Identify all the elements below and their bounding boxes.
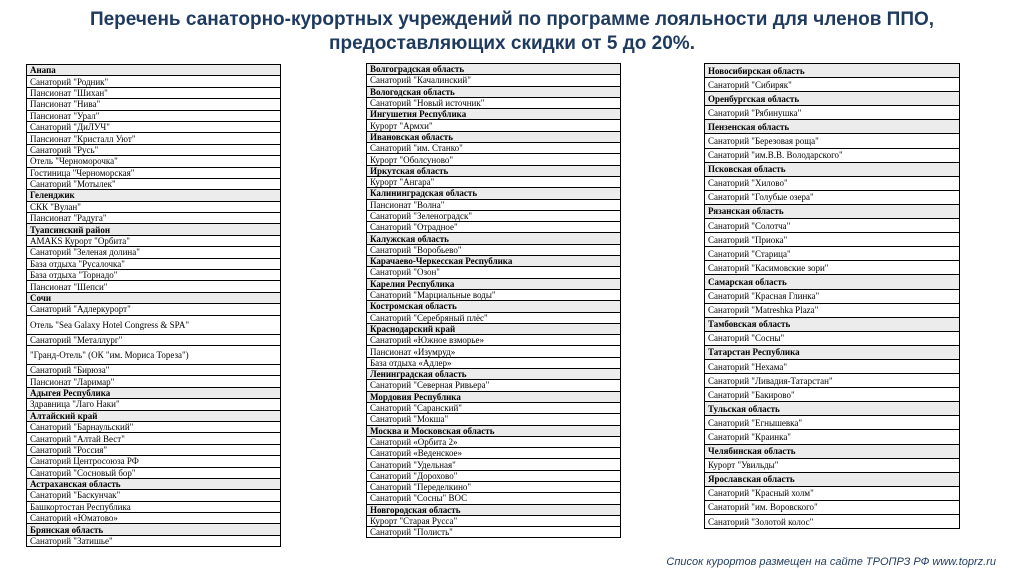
region-name: Рязанская область	[705, 204, 960, 218]
resort-row	[367, 143, 621, 154]
resort-row	[367, 357, 621, 368]
resort-row	[367, 448, 621, 459]
region-name: Калининградская область	[367, 188, 621, 199]
resort-name: AMAKS Курорт "Орбита"	[27, 235, 281, 246]
resort-name: Санаторий "Касимовские зори"	[705, 261, 960, 275]
region-header-row	[367, 278, 621, 289]
region-name: Геленджик	[27, 190, 281, 201]
region-header-row	[367, 86, 621, 97]
resort-row	[367, 346, 621, 357]
resort-row	[367, 402, 621, 413]
resort-name: Санаторий "Воробьево"	[367, 244, 621, 255]
resort-row	[27, 121, 281, 132]
resort-row	[705, 78, 960, 92]
resort-table-column-3	[704, 63, 960, 529]
resort-row	[367, 75, 621, 86]
resort-row	[27, 421, 281, 432]
resort-name: Санаторий "Красная Глинка"	[705, 289, 960, 303]
resort-row	[367, 120, 621, 131]
resort-row	[367, 414, 621, 425]
resort-row	[27, 99, 281, 110]
resort-row	[367, 199, 621, 210]
resort-row	[705, 176, 960, 190]
region-header-row	[367, 301, 621, 312]
region-header-row	[705, 345, 960, 359]
region-header-row	[367, 188, 621, 199]
resort-name: Санаторий "Озон"	[367, 267, 621, 278]
resort-name: Санаторий "Новый источник"	[367, 97, 621, 108]
resort-row	[705, 148, 960, 162]
resort-row	[705, 261, 960, 275]
resort-row	[27, 444, 281, 455]
region-name: Карелия Республика	[367, 278, 621, 289]
region-header-row	[705, 402, 960, 416]
resort-name: Курорт "Старая Русса"	[367, 515, 621, 526]
resort-row	[367, 97, 621, 108]
resort-row	[27, 213, 281, 224]
region-header-row	[367, 131, 621, 142]
region-name: Волгоградская область	[367, 64, 621, 75]
resort-name: Санаторий "Адлеркурорт"	[27, 304, 281, 315]
region-header-row	[705, 472, 960, 486]
resort-row	[27, 315, 281, 334]
resort-name: Санаторий "Сосны"	[705, 331, 960, 345]
region-name: Ярославская область	[705, 472, 960, 486]
region-header-row	[27, 224, 281, 235]
resort-name: Санаторий «Юматово»	[27, 513, 281, 524]
resort-name: Санаторий "Мокша"	[367, 414, 621, 425]
resort-row	[705, 219, 960, 233]
resort-name: Санаторий "им.В.В. Володарского"	[705, 148, 960, 162]
resort-name: Здравница "Лаго Наки"	[27, 399, 281, 410]
resort-row	[27, 235, 281, 246]
resort-row	[27, 281, 281, 292]
resort-name: Отель "Sea Galaxy Hotel Congress & SPA"	[27, 315, 281, 334]
region-name: Псковская область	[705, 162, 960, 176]
region-name: Костромская область	[367, 301, 621, 312]
footer-note: Список курортов размещен на сайте ТРОПРЗ РФ www.toprz.ru	[666, 556, 996, 568]
resort-name: Санаторий "Россия"	[27, 444, 281, 455]
resort-name: Санаторий "Отрадное"	[367, 222, 621, 233]
resort-name: Санаторий "Сосны" ВОС	[367, 493, 621, 504]
resort-name: Санаторий "Зеленая долина"	[27, 247, 281, 258]
resort-name: Санаторий "Затишье"	[27, 535, 281, 546]
resort-row	[27, 345, 281, 364]
resort-name: База отдыха "Русалочка"	[27, 258, 281, 269]
resort-row	[27, 258, 281, 269]
resort-name: Санаторий "Переделкино"	[367, 481, 621, 492]
resort-row	[367, 335, 621, 346]
resort-row	[705, 190, 960, 204]
resort-name: Санаторий "Солотча"	[705, 219, 960, 233]
region-name: Челябинская область	[705, 444, 960, 458]
resort-row	[705, 486, 960, 500]
resort-row	[705, 458, 960, 472]
resort-name: Санаторий "Дорохово"	[367, 470, 621, 481]
resort-name: Санаторий "Красный холм"	[705, 486, 960, 500]
resort-name: Санаторий "Золотой колос"	[705, 515, 960, 529]
resort-name: Санаторий "Качалинский"	[367, 75, 621, 86]
resort-row	[27, 133, 281, 144]
resort-name: Пансионат "Шепси"	[27, 281, 281, 292]
resort-row	[705, 515, 960, 529]
resort-row	[367, 380, 621, 391]
resort-name: Курорт "Оболсуново"	[367, 154, 621, 165]
region-header-row	[367, 109, 621, 120]
resort-row	[367, 210, 621, 221]
resort-name: Санаторий "Мотылек"	[27, 178, 281, 189]
region-header-row	[27, 190, 281, 201]
resort-row	[705, 430, 960, 444]
resort-row	[27, 270, 281, 281]
resort-row	[367, 176, 621, 187]
region-header-row	[367, 504, 621, 515]
region-header-row	[27, 387, 281, 398]
resort-row	[27, 364, 281, 375]
resort-row	[27, 513, 281, 524]
region-header-row	[705, 64, 960, 78]
resort-name: Санаторий "Березовая роща"	[705, 134, 960, 148]
region-name: Ингушетия Республика	[367, 109, 621, 120]
resort-name: "Гранд-Отель" (ОК "им. Мориса Тореза")	[27, 345, 281, 364]
resort-name: Санаторий "Полисть"	[367, 527, 621, 538]
resort-name: Санаторий "Удельная"	[367, 459, 621, 470]
region-header-row	[367, 323, 621, 334]
region-name: Новосибирская область	[705, 64, 960, 78]
resort-table-column-2	[366, 63, 621, 538]
region-header-row	[27, 410, 281, 421]
resort-name: Санаторий «Южное взморье»	[367, 335, 621, 346]
resort-name: СКК "Вулан"	[27, 201, 281, 212]
resort-name: Санаторий "Марциальные воды"	[367, 289, 621, 300]
region-name: Туапсинский район	[27, 224, 281, 235]
resort-row	[705, 500, 960, 514]
region-header-row	[27, 478, 281, 489]
resort-name: Санаторий "Металлург"	[27, 334, 281, 345]
resort-name: Санаторий "Краинка"	[705, 430, 960, 444]
resort-name: Санаторий "Голубые озера"	[705, 190, 960, 204]
resort-row	[27, 201, 281, 212]
resort-name: Башкортостан Республика	[27, 501, 281, 512]
resort-name: Пансионат «Изумруд»	[367, 346, 621, 357]
resort-name: Санаторий "Русь"	[27, 144, 281, 155]
region-header-row	[705, 444, 960, 458]
resort-row	[27, 156, 281, 167]
resort-name: Пансионат "Радуга"	[27, 213, 281, 224]
resort-name: Пансионат "Урал"	[27, 110, 281, 121]
resort-row	[27, 501, 281, 512]
resort-name: Санаторий "Старица"	[705, 247, 960, 261]
region-name: Пензенская область	[705, 120, 960, 134]
resort-row	[367, 289, 621, 300]
resort-row	[705, 106, 960, 120]
resort-row	[367, 154, 621, 165]
resort-name: База отдыха "Торнадо"	[27, 270, 281, 281]
resort-row	[27, 490, 281, 501]
region-name: Калужская область	[367, 233, 621, 244]
resort-name: Санаторий "Сибиряк"	[705, 78, 960, 92]
resort-name: Санаторий "ДиЛУЧ"	[27, 121, 281, 132]
resort-name: Санаторий "им. Воровского"	[705, 500, 960, 514]
resort-name: Курорт "Армхи"	[367, 120, 621, 131]
resort-name: Санаторий "Хилово"	[705, 176, 960, 190]
region-header-row	[705, 120, 960, 134]
region-name: Алтайский край	[27, 410, 281, 421]
resort-row	[705, 331, 960, 345]
resort-row	[705, 289, 960, 303]
resort-row	[367, 493, 621, 504]
resort-row	[705, 416, 960, 430]
resort-name: Санаторий "Егнышевка"	[705, 416, 960, 430]
region-header-row	[705, 162, 960, 176]
resort-row	[367, 436, 621, 447]
resort-name: Пансионат "Шихан"	[27, 87, 281, 98]
resort-row	[27, 399, 281, 410]
region-header-row	[367, 369, 621, 380]
resort-row	[27, 247, 281, 258]
region-name: Тамбовская область	[705, 317, 960, 331]
resort-row	[367, 470, 621, 481]
region-name: Карачаево-Черкесская Республика	[367, 256, 621, 267]
region-header-row	[367, 165, 621, 176]
resort-row	[367, 244, 621, 255]
region-name: Новгородская область	[367, 504, 621, 515]
region-name: Оренбургская область	[705, 92, 960, 106]
resort-row	[705, 233, 960, 247]
resort-name: Пансионат "Волна"	[367, 199, 621, 210]
resort-name: Санаторий "Зеленоградск"	[367, 210, 621, 221]
resort-row	[705, 359, 960, 373]
region-header-row	[367, 64, 621, 75]
resort-table-column-1	[26, 64, 281, 547]
resort-name: Санаторий Центросоюза РФ	[27, 456, 281, 467]
resort-name: Санаторий «Веденское»	[367, 448, 621, 459]
resort-name: База отдыха «Адлер»	[367, 357, 621, 368]
resort-row	[27, 467, 281, 478]
region-name: Москва и Московская область	[367, 425, 621, 436]
resort-name: Санаторий "Нехама"	[705, 359, 960, 373]
region-header-row	[705, 317, 960, 331]
region-name: Иркутская область	[367, 165, 621, 176]
region-name: Вологодская область	[367, 86, 621, 97]
resort-row	[27, 535, 281, 546]
resort-name: Пансионат "Кристалл Уют"	[27, 133, 281, 144]
region-header-row	[705, 92, 960, 106]
region-name: Тульская область	[705, 402, 960, 416]
resort-name: Курорт "Увильды"	[705, 458, 960, 472]
resort-row	[705, 247, 960, 261]
resort-name: Курорт "Ангара"	[367, 176, 621, 187]
region-header-row	[367, 256, 621, 267]
resort-row	[367, 515, 621, 526]
resort-name: Санаторий "Сосновый бор"	[27, 467, 281, 478]
region-name: Татарстан Республика	[705, 345, 960, 359]
region-header-row	[367, 233, 621, 244]
resort-row	[705, 388, 960, 402]
resort-name: Санаторий "Алтай Вест"	[27, 433, 281, 444]
resort-name: Пансионат "Ларимар"	[27, 376, 281, 387]
region-header-row	[27, 65, 281, 76]
resort-row	[27, 178, 281, 189]
resort-name: Отель "Черноморочка"	[27, 156, 281, 167]
page-title-line-1: Перечень санаторно-курортных учреждений по программе лояльности для членов ППО,	[89, 9, 935, 30]
resort-row	[367, 527, 621, 538]
region-header-row	[27, 524, 281, 535]
region-header-row	[705, 275, 960, 289]
resort-row	[367, 312, 621, 323]
region-name: Анапа	[27, 65, 281, 76]
resort-row	[367, 481, 621, 492]
region-header-row	[367, 425, 621, 436]
region-name: Мордовия Республика	[367, 391, 621, 402]
page-title-line-2: предоставляющих скидки от 5 до 20%.	[329, 33, 695, 54]
resort-row	[27, 304, 281, 315]
resort-name: Гостиница "Черноморская"	[27, 167, 281, 178]
resort-row	[27, 110, 281, 121]
resort-row	[27, 87, 281, 98]
resort-row	[367, 267, 621, 278]
resort-row	[705, 303, 960, 317]
resort-row	[27, 167, 281, 178]
resort-row	[27, 376, 281, 387]
resort-row	[27, 334, 281, 345]
resort-row	[705, 374, 960, 388]
resort-row	[27, 144, 281, 155]
region-name: Адыгея Республика	[27, 387, 281, 398]
region-header-row	[705, 204, 960, 218]
resort-name: Санаторий "Родник"	[27, 76, 281, 87]
resort-name: Санаторий "Рябинушка"	[705, 106, 960, 120]
resort-row	[705, 134, 960, 148]
resort-name: Санаторий "им. Станко"	[367, 143, 621, 154]
region-name: Краснодарский край	[367, 323, 621, 334]
region-name: Самарская область	[705, 275, 960, 289]
resort-name: Пансионат "Нива"	[27, 99, 281, 110]
resort-name: Санаторий "Matreshka Plaza"	[705, 303, 960, 317]
region-name: Ивановская область	[367, 131, 621, 142]
resort-name: Санаторий "Бакирово"	[705, 388, 960, 402]
region-header-row	[27, 292, 281, 303]
resort-name: Санаторий "Северная Ривьера"	[367, 380, 621, 391]
resort-name: Санаторий "Серебряный плёс"	[367, 312, 621, 323]
region-header-row	[367, 391, 621, 402]
resort-row	[367, 459, 621, 470]
resort-name: Санаторий "Баскунчак"	[27, 490, 281, 501]
resort-name: Санаторий "Приока"	[705, 233, 960, 247]
resort-row	[27, 76, 281, 87]
resort-row	[27, 456, 281, 467]
region-name: Астраханская область	[27, 478, 281, 489]
resort-name: Санаторий "Бирюза"	[27, 364, 281, 375]
resort-name: Санаторий «Орбита 2»	[367, 436, 621, 447]
page-title	[0, 8, 1024, 56]
resort-name: Санаторий "Ливадия-Татарстан"	[705, 374, 960, 388]
resort-row	[27, 433, 281, 444]
region-name: Сочи	[27, 292, 281, 303]
resort-name: Санаторий "Саранский"	[367, 402, 621, 413]
resort-row	[367, 222, 621, 233]
resort-name: Санаторий "Барнаульский"	[27, 421, 281, 432]
region-name: Брянская область	[27, 524, 281, 535]
region-name: Ленинградская область	[367, 369, 621, 380]
